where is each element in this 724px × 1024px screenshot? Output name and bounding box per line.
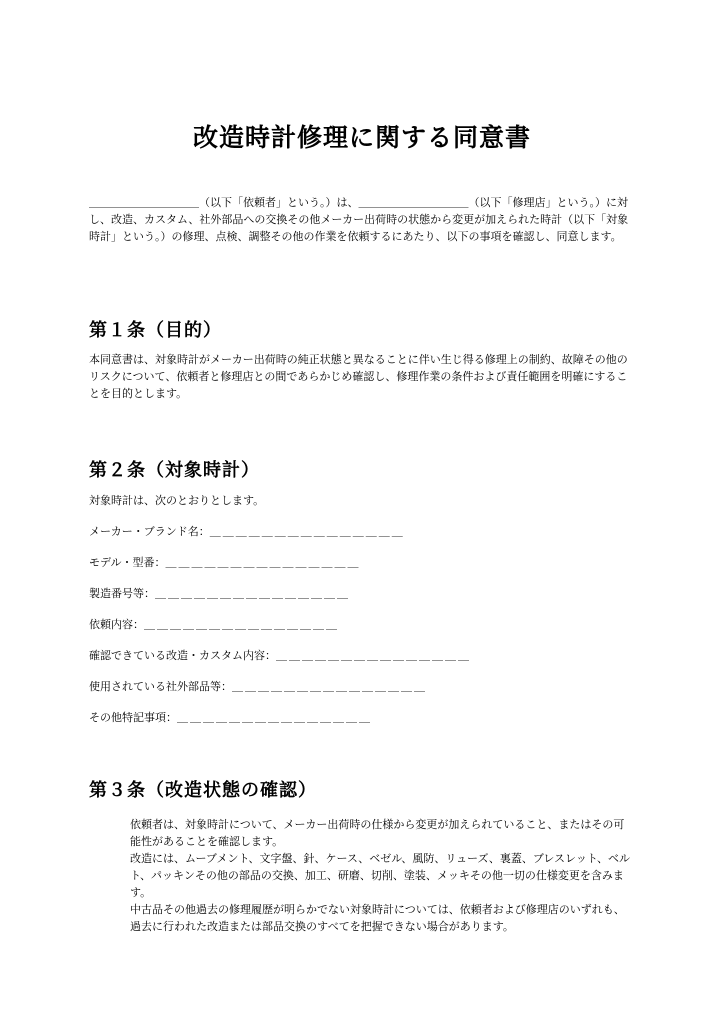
article-1-body: 本同意書は、対象時計がメーカー出荷時の純正状態と異なることに伴い生じ得る修理上の制約、故障その他のリスクについて、依頼者と修理店との間であらかじめ確認し、修理作業の条件および責任範囲を明確にすることを目的とします。 [89,353,628,400]
article-3-paragraph-3: 中古品その他過去の修理履歴が明らかでない対象時計については、依頼者および修理店のいずれも、過去に行われた改造または部品交換のすべてを把握できない場合があります。 [130,903,625,933]
field-label: 確認できている改造・カスタム内容： [89,649,276,662]
article-1-heading: 第１条（目的） [89,320,222,341]
field-aftermarket-parts [89,679,427,695]
field-label: その他特記事項： [89,711,177,724]
field-request-details [89,617,339,633]
field-label: メーカー・ブランド名： [89,525,210,538]
fill-in-blank[interactable]: ＿＿＿＿＿＿＿＿＿＿＿＿＿＿＿ [209,525,405,538]
field-serial-number [89,586,350,602]
article-3-paragraph-2: 改造には、ムーブメント、文字盤、針、ケース、ベゼル、風防、リューズ、裏蓋、ブレスレット、ベルト、パッキンその他の部品の交換、加工、研磨、切削、塗装、メッキその他一切の仕様変更を含みます。 [130,852,630,899]
fill-in-blank[interactable]: ＿＿＿＿＿＿＿＿＿＿＿＿＿＿＿ [232,680,427,693]
intro-paragraph: ＿＿＿＿＿＿＿＿＿＿（以下「依頼者」という。）は、＿＿＿＿＿＿＿＿＿＿（以下「修理店」という。）に対し、改造、カスタム、社外部品への交換その他メーカー出荷時の状態から変更が加えられた時計（以下「対象時計」という。）の修理、点検、調整その他の作業を依頼するにあたり、以下の事項を確認し、同意します。 [89,196,629,243]
article-3-paragraph-1: 依頼者は、対象時計について、メーカー出荷時の仕様から変更が加えられていること、またはその可能性があることを確認します。 [130,818,625,848]
field-label: 製造番号等： [89,587,155,600]
fill-in-blank[interactable]: ＿＿＿＿＿＿＿＿＿＿＿＿＿＿＿ [144,618,339,631]
field-model-number [89,555,360,571]
fill-in-blank[interactable]: ＿＿＿＿＿＿＿＿＿＿＿＿＿＿＿ [155,587,350,600]
field-other-notes [89,710,372,726]
field-label: 依頼内容： [89,618,144,631]
article-3-heading: 第３条（改造状態の確認） [89,780,317,801]
article-2-heading: 第２条（対象時計） [89,460,260,481]
fill-in-blank[interactable]: ＿＿＿＿＿＿＿＿＿＿＿＿＿＿＿ [177,711,372,724]
field-maker-brand [89,524,405,540]
field-confirmed-modifications [89,648,471,664]
field-label: 使用されている社外部品等： [89,680,232,693]
document-title: 改造時計修理に関する同意書 [192,123,531,152]
field-label: モデル・型番： [89,556,166,569]
fill-in-blank[interactable]: ＿＿＿＿＿＿＿＿＿＿＿＿＿＿＿ [276,649,471,662]
fill-in-blank[interactable]: ＿＿＿＿＿＿＿＿＿＿＿＿＿＿＿ [165,556,361,569]
article-2-lead: 対象時計は、次のとおりとします。 [89,494,265,507]
